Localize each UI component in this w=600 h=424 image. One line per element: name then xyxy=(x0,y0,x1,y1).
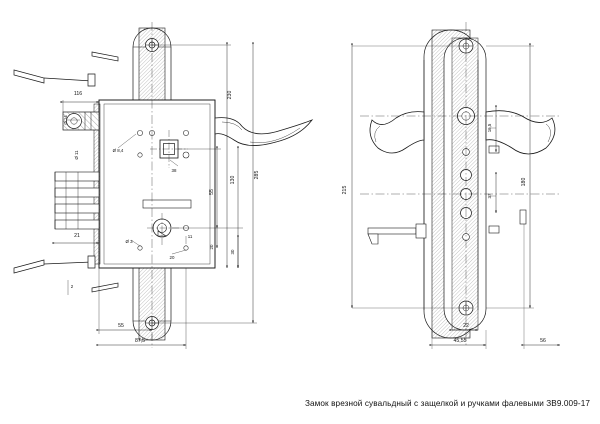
dim-21: 21 xyxy=(74,233,80,239)
dim-87-5: 87,5 xyxy=(134,338,146,344)
dim-phi11: Ø 11 xyxy=(74,150,79,160)
dim-16-5: 16,5 xyxy=(487,123,492,133)
dim-56: 56 xyxy=(540,338,546,344)
front-view-geometry xyxy=(14,22,312,348)
dim-37: 37 xyxy=(487,193,492,199)
dim-20-b: 20 xyxy=(209,244,214,250)
dim-45-55: 45,55 xyxy=(453,338,467,344)
dim-30: 30 xyxy=(230,249,235,255)
dim-11: 11 xyxy=(187,234,193,239)
dim-116: 116 xyxy=(73,91,83,97)
dim-phi3: Ø 3 xyxy=(125,239,133,244)
dim-38: 38 xyxy=(171,168,177,173)
dim-phi14: Ø 14 xyxy=(63,115,68,125)
dim-2: 2 xyxy=(70,284,74,289)
dim-180: 180 xyxy=(521,177,527,187)
dim-55-bottom: 55 xyxy=(118,323,124,329)
dim-20-a: 20 xyxy=(169,255,175,260)
dim-22: 22 xyxy=(463,323,469,329)
dim-230: 230 xyxy=(227,90,233,100)
dim-130: 130 xyxy=(230,175,236,185)
dim-215: 215 xyxy=(342,185,348,195)
dim-285: 285 xyxy=(254,170,260,180)
dim-phi8-4: Ø 8,4 xyxy=(112,148,124,153)
dim-55-vert: 55 xyxy=(209,189,215,195)
drawing-caption: Замок врезной сувальдный с защелкой и ручками фалевыми ЗВ9.009-17 xyxy=(304,399,590,408)
